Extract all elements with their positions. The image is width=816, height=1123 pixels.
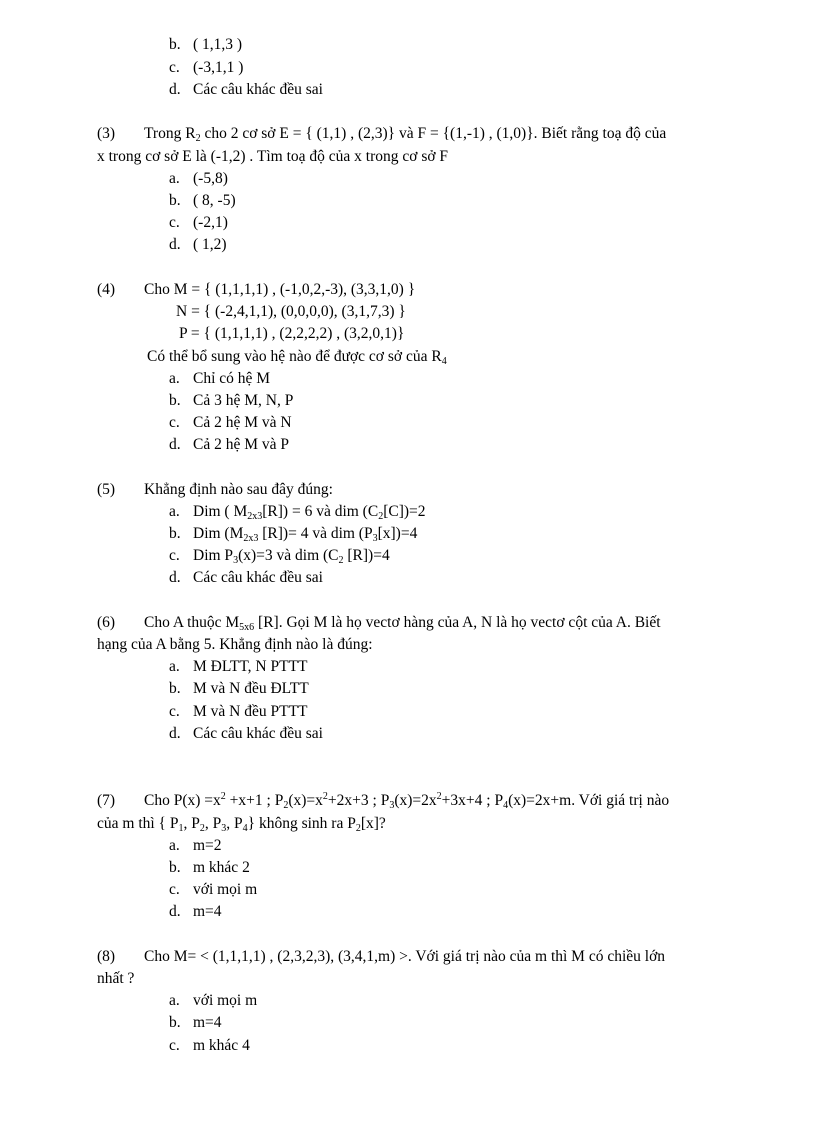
question-3 (97, 125, 737, 143)
question-4 (97, 281, 597, 299)
option-a: a. M ĐLTT, N PTTT (169, 658, 308, 675)
question-number: (7) (97, 792, 116, 809)
option-a: a. với mọi m (169, 992, 258, 1009)
option-d: d. Cả 2 hệ M và P (169, 436, 290, 453)
question-text-cont: của m thì { $P_1$, $P_2$, $P_3$, $P_4$} không sinh ra $P_2[x]$? (97, 815, 386, 834)
set-p: P = { (1,1,1,1) , (2,2,2,2) , (3,2,0,1)} (179, 325, 405, 342)
question-text: Khẳng định nào sau đây đúng: (144, 481, 333, 498)
question-5 (97, 481, 597, 499)
question-number: (6) (97, 614, 116, 631)
option-b: b. M và N đều ĐLTT (169, 680, 309, 697)
option-b: b. Cả 3 hệ M, N, P (169, 392, 294, 409)
option-b: b. m=4 (169, 1014, 222, 1031)
question-number: (8) (97, 948, 116, 965)
option-b: b. m khác 2 (169, 859, 250, 876)
option-b: b. ( 1,1,3 ) (169, 36, 243, 53)
option-d: d. Các câu khác đều sai (169, 569, 323, 586)
option-a: a. Chỉ có hệ M (169, 370, 271, 387)
option-c: c. m khác 4 (169, 1037, 250, 1054)
question-6 (97, 614, 737, 632)
option-a: a. m=2 (169, 837, 222, 854)
option-c: c. M và N đều PTTT (169, 703, 308, 720)
option-a: a. (-5,8) (169, 170, 228, 187)
question-number: (3) (97, 125, 116, 142)
option-d: d. Các câu khác đều sai (169, 81, 323, 98)
question-text: Cho M= < (1,1,1,1) , (2,3,2,3), (3,4,1,m) >. Với giá trị nào của m thì M có chiều lớn (144, 948, 666, 965)
question-text: Có thể bổ sung vào hệ nào để được cơ sở của $R_4$ (147, 348, 447, 367)
option-d: d. ( 1,2) (169, 236, 227, 253)
option-c: c. (-3,1,1 ) (169, 59, 244, 76)
option-d: d. Các câu khác đều sai (169, 725, 323, 742)
question-text: Cho A thuộc $M_{5x6}$ [R]. Gọi M là họ vectơ hàng của A, N là họ vectơ cột của A. Biết (144, 614, 661, 633)
set-n: N = { (-2,4,1,1), (0,0,0,0), (3,1,7,3) } (176, 303, 406, 320)
question-text: Cho $P(x) =x^2 +x+1$ ; $P_2(x)=x^2+2x+3$ ; $P_3(x)=2x^2+3x+4$ ; $P_4(x)=2x+m$. Với giá trị nào (144, 791, 670, 811)
question-7 (97, 792, 737, 810)
option-b: b. Dim ($M_{2x3}$ [R])= 4 và dim $(P_3[x])=4$ (169, 525, 418, 544)
question-number: (4) (97, 281, 116, 298)
question-text-cont: hạng của A bằng 5. Khẳng định nào là đúng: (97, 636, 373, 653)
question-text-cont: nhất ? (97, 970, 135, 987)
set-m: Cho M = { (1,1,1,1) , (-1,0,2,-3), (3,3,1,0) } (144, 281, 416, 298)
question-text: Trong $R_2$ cho 2 cơ sở E = { (1,1) , (2,3)} và F = {(1,-1) , (1,0)}. Biết rằng toạ độ của (144, 125, 667, 144)
option-d: d. m=4 (169, 903, 222, 920)
option-c: c. (-2,1) (169, 214, 228, 231)
option-c: c. với mọi m (169, 881, 258, 898)
option-c: c. Dim $P_3(x)=3$ và dim ($C_2$ [R])=4 (169, 547, 390, 566)
question-number: (5) (97, 481, 116, 498)
option-c: c. Cả 2 hệ M và N (169, 414, 292, 431)
option-a: a. Dim ( $M_{2x3}[R]) = 6$ và dim $(C_2[C])=2$ (169, 503, 426, 522)
question-8 (97, 948, 737, 966)
option-b: b. ( 8, -5) (169, 192, 236, 209)
question-text-cont: x trong cơ sở E là (-1,2) . Tìm toạ độ của x trong cơ sở F (97, 148, 449, 165)
